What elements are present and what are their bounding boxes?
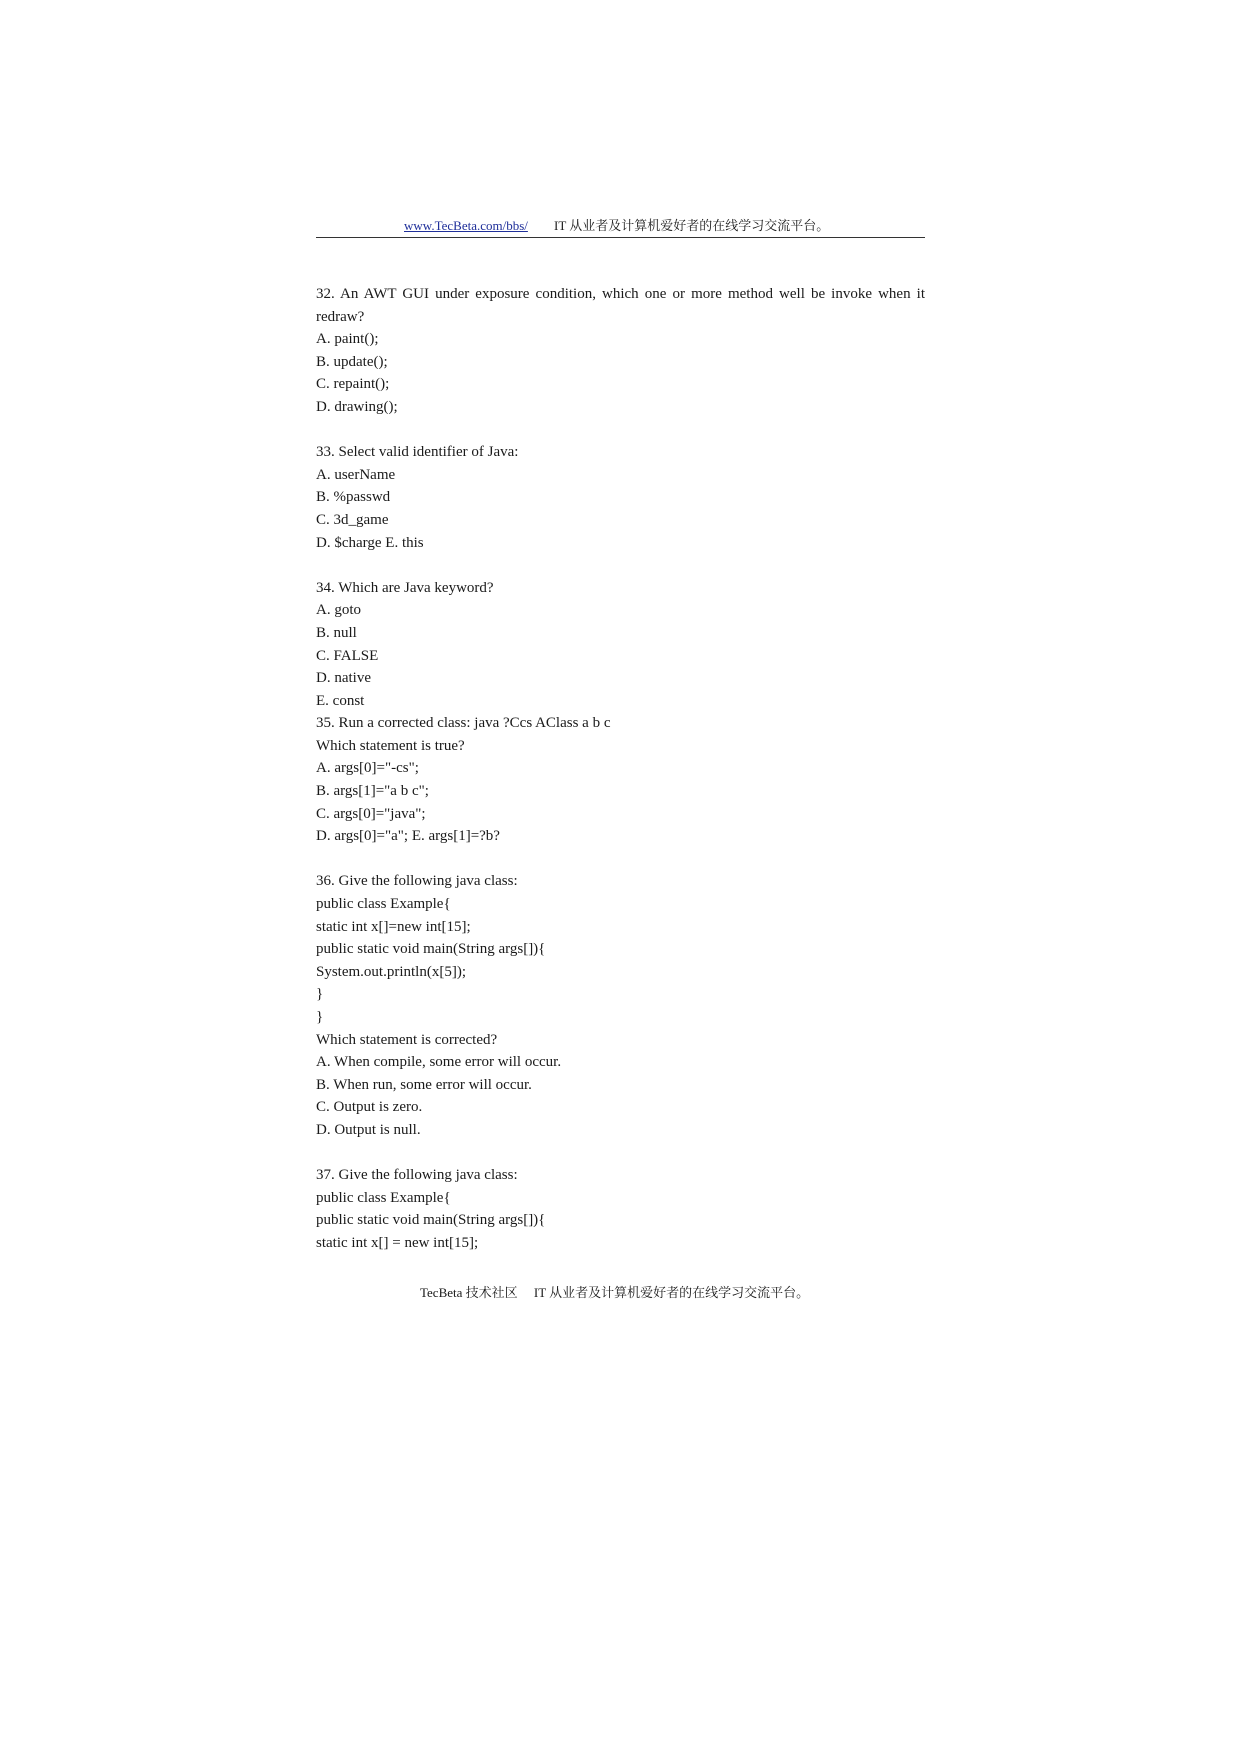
option-32-a: A. paint(); [316, 331, 379, 348]
option-35-c: C. args[0]="java"; [316, 805, 426, 822]
question-33-text: 33. Select valid identifier of Java: [316, 444, 519, 461]
option-32-b: B. update(); [316, 353, 388, 370]
option-36-d: D. Output is null. [316, 1121, 421, 1138]
page-footer: TecBeta 技术社区 IT 从业者及计算机爱好者的在线学习交流平台。 [420, 1285, 810, 1300]
code-37-line: public static void main(String args[]){ [316, 1212, 546, 1229]
option-36-c: C. Output is zero. [316, 1099, 423, 1116]
header-link[interactable]: www.TecBeta.com/bbs/ [404, 218, 528, 233]
option-35-d: D. args[0]="a"; E. args[1]=?b? [316, 828, 500, 845]
page-header [316, 216, 925, 236]
code-36-line: System.out.println(x[5]); [316, 963, 466, 980]
option-35-b: B. args[1]="a b c"; [316, 783, 429, 800]
question-32-text: 32. An AWT GUI under exposure condition, which one or more method well be invoke when it [316, 286, 925, 302]
option-34-a: A. goto [316, 602, 361, 619]
spacer [316, 848, 925, 871]
question-37-text: 37. Give the following java class: [316, 1167, 518, 1184]
question-35-prompt: Which statement is true? [316, 737, 465, 754]
option-36-b: B. When run, some error will occur. [316, 1076, 532, 1093]
spacer [316, 419, 925, 442]
code-37-line: public class Example{ [316, 1189, 451, 1206]
question-32-text-cont: redraw? [316, 308, 365, 325]
question-34-text: 34. Which are Java keyword? [316, 579, 494, 596]
option-35-a: A. args[0]="-cs"; [316, 760, 419, 777]
option-33-d: D. $charge E. this [316, 534, 424, 551]
option-33-a: A. userName [316, 466, 396, 483]
option-33-c: C. 3d_game [316, 511, 389, 528]
spacer [316, 1142, 925, 1165]
question-36-prompt: Which statement is corrected? [316, 1031, 498, 1048]
code-36-line: public class Example{ [316, 896, 451, 913]
option-32-c: C. repaint(); [316, 376, 390, 393]
header-divider [316, 237, 925, 238]
header-tagline: IT 从业者及计算机爱好者的在线学习交流平台。 [554, 218, 830, 233]
code-36-line: } [316, 1009, 324, 1025]
code-36-line: static int x[]=new int[15]; [316, 918, 471, 935]
option-34-d: D. native [316, 670, 371, 687]
question-content [316, 283, 925, 1255]
option-34-b: B. null [316, 624, 357, 641]
code-37-line: static int x[] = new int[15]; [316, 1234, 479, 1251]
code-36-line: public static void main(String args[]){ [316, 941, 546, 958]
question-36-text: 36. Give the following java class: [316, 873, 518, 890]
option-33-b: B. %passwd [316, 489, 391, 506]
code-36-line: } [316, 986, 324, 1003]
question-35-text: 35. Run a corrected class: java ?Ccs AClass a b c [316, 715, 611, 732]
option-34-e: E. const [316, 692, 365, 709]
spacer [316, 554, 925, 577]
option-34-c: C. FALSE [316, 647, 379, 664]
option-32-d: D. drawing(); [316, 398, 398, 415]
option-36-a: A. When compile, some error will occur. [316, 1054, 562, 1071]
